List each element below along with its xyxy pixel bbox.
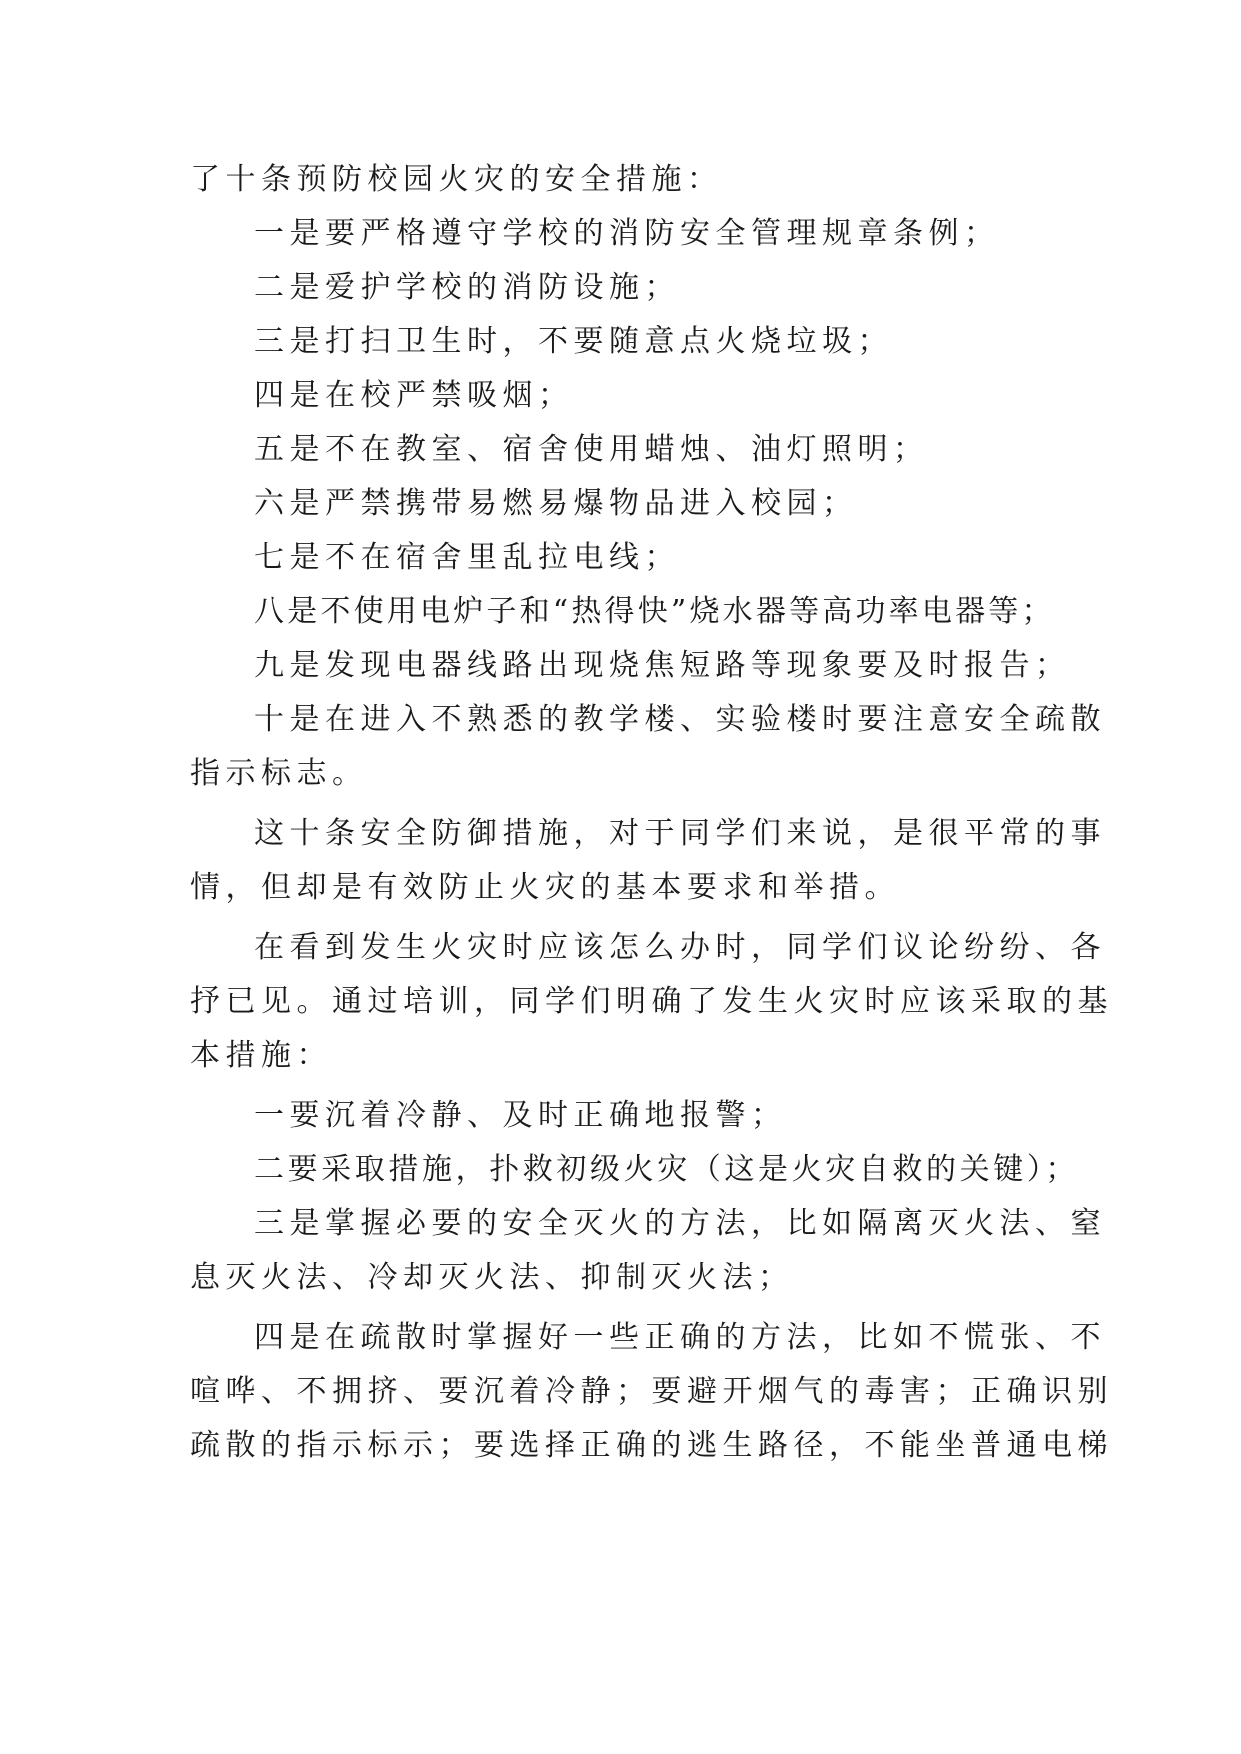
list-item: 四是在校严禁吸烟； [254,378,574,413]
list-item: 十是在进入不熟悉的教学楼、实验楼时要注意安全疏散 [254,702,1106,737]
text-line: 指示标志。 [190,756,368,791]
paragraph-line: 这十条安全防御措施，对于同学们来说，是很平常的事 [254,816,1106,851]
list-item: 一是要严格遵守学校的消防安全管理规章条例； [254,216,1000,251]
list-item: 五是不在教室、宿舍使用蜡烛、油灯照明； [254,432,929,467]
list-item: 疏散的指示标示；要选择正确的逃生路径，不能坐普通电梯 [190,1428,1113,1463]
list-item: 八是不使用电炉子和“热得快”烧水器等高功率电器等； [254,594,1055,629]
paragraph-line: 抒已见。通过培训，同学们明确了发生火灾时应该采取的基 [190,984,1113,1019]
list-item: 七是不在宿舍里乱拉电线； [254,540,680,575]
list-item: 九是发现电器线路出现烧焦短路等现象要及时报告； [254,648,1071,683]
list-item: 二要采取措施，扑救初级火灾（这是火灾自救的关键）； [254,1152,1079,1187]
list-item: 六是严禁携带易燃易爆物品进入校园； [254,486,858,521]
list-item: 喧哗、不拥挤、要沉着冷静；要避开烟气的毒害；正确识别 [190,1374,1113,1409]
list-item: 二是爱护学校的消防设施； [254,270,680,305]
list-item: 一要沉着冷静、及时正确地报警； [254,1098,787,1133]
list-item: 息灭火法、冷却灭火法、抑制灭火法； [190,1260,794,1295]
paragraph-line: 本措施： [190,1038,332,1073]
text-line: 了十条预防校园火灾的安全措施： [190,162,723,197]
list-item: 三是掌握必要的安全灭火的方法，比如隔离灭火法、窒 [254,1206,1106,1241]
list-item: 四是在疏散时掌握好一些正确的方法，比如不慌张、不 [254,1320,1106,1355]
list-item: 三是打扫卫生时，不要随意点火烧垃圾； [254,324,893,359]
paragraph-line: 在看到发生火灾时应该怎么办时，同学们议论纷纷、各 [254,930,1106,965]
paragraph-line: 情，但却是有效防止火灾的基本要求和举措。 [190,870,900,905]
